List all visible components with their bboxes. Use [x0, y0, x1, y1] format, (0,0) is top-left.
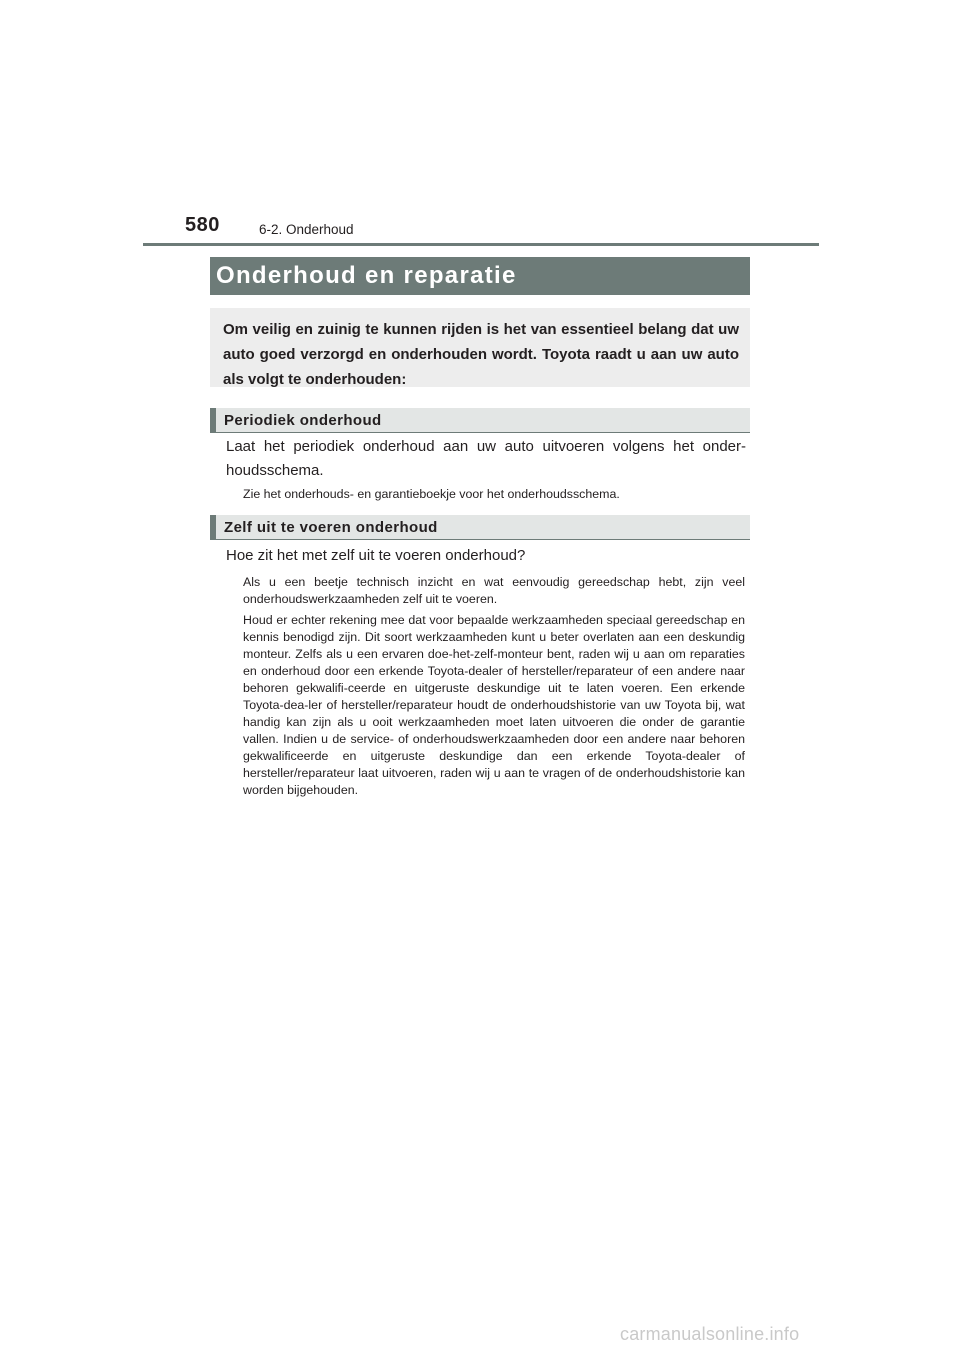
zelf-body: Hoe zit het met zelf uit te voeren onderhoud? — [226, 547, 526, 564]
header-divider — [143, 243, 819, 246]
periodiek-body: Laat het periodiek onderhoud aan uw auto uitvoeren volgens het onder-houdsschema. — [226, 438, 746, 479]
section-heading-periodiek: Periodiek onderhoud — [210, 408, 750, 433]
zelf-paragraph-2: Houd er echter rekening mee dat voor bepaalde werkzaamheden speciaal gereedschap en kennis benodigd zijn. Dit soort werkzaamheden kunt u beter overlaten aan een deskundig monteur. Zelfs als u een ervaren doe-het-zelf-monteur bent, raden wij u aan om reparaties en onderhoud door een erkende Toyota-dealer of hersteller/reparateur of een andere naar behoren gekwalifi-ceerde en uitgeruste deskundige uit te laten voeren. Een erkende Toyota-dea-ler of hersteller/reparateur houdt de onderhoudshistorie van uw Toyota bij, wat handig kan zijn als u ooit werkzaamheden moet laten uitvoeren die onder de garantie vallen. Indien u de service- of onderhoudswerkzaamheden door een andere naar behoren gekwalificeerde en uitgeruste deskundige dan een erkende Toyota-dealer of hersteller/reparateur laat uitvoeren, raden wij u aan te vragen of de onderhoudshistorie kan worden bijgehouden. — [243, 613, 745, 797]
intro-box: Om veilig en zuinig te kunnen rijden is het van essentieel belang dat uw auto goed verzorgd en onderhouden wordt. Toyota raadt u aan uw auto als volgt te onderhouden: — [210, 308, 750, 387]
watermark: carmanualsonline.info — [620, 1324, 800, 1344]
zelf-paragraph-1: Als u een beetje technisch inzicht en wat eenvoudig gereedschap hebt, zijn veel onderhoudswerkzaamheden zelf uit te voeren. — [243, 575, 745, 606]
page-title: Onderhoud en reparatie — [216, 262, 517, 289]
section-label: 6-2. Onderhoud — [259, 222, 354, 237]
periodiek-note: Zie het onderhouds- en garantieboekje voor het onderhoudsschema. — [243, 487, 620, 501]
title-bar — [210, 257, 750, 295]
page-number: 580 — [185, 214, 220, 236]
section-heading-zelf: Zelf uit te voeren onderhoud — [210, 515, 750, 540]
